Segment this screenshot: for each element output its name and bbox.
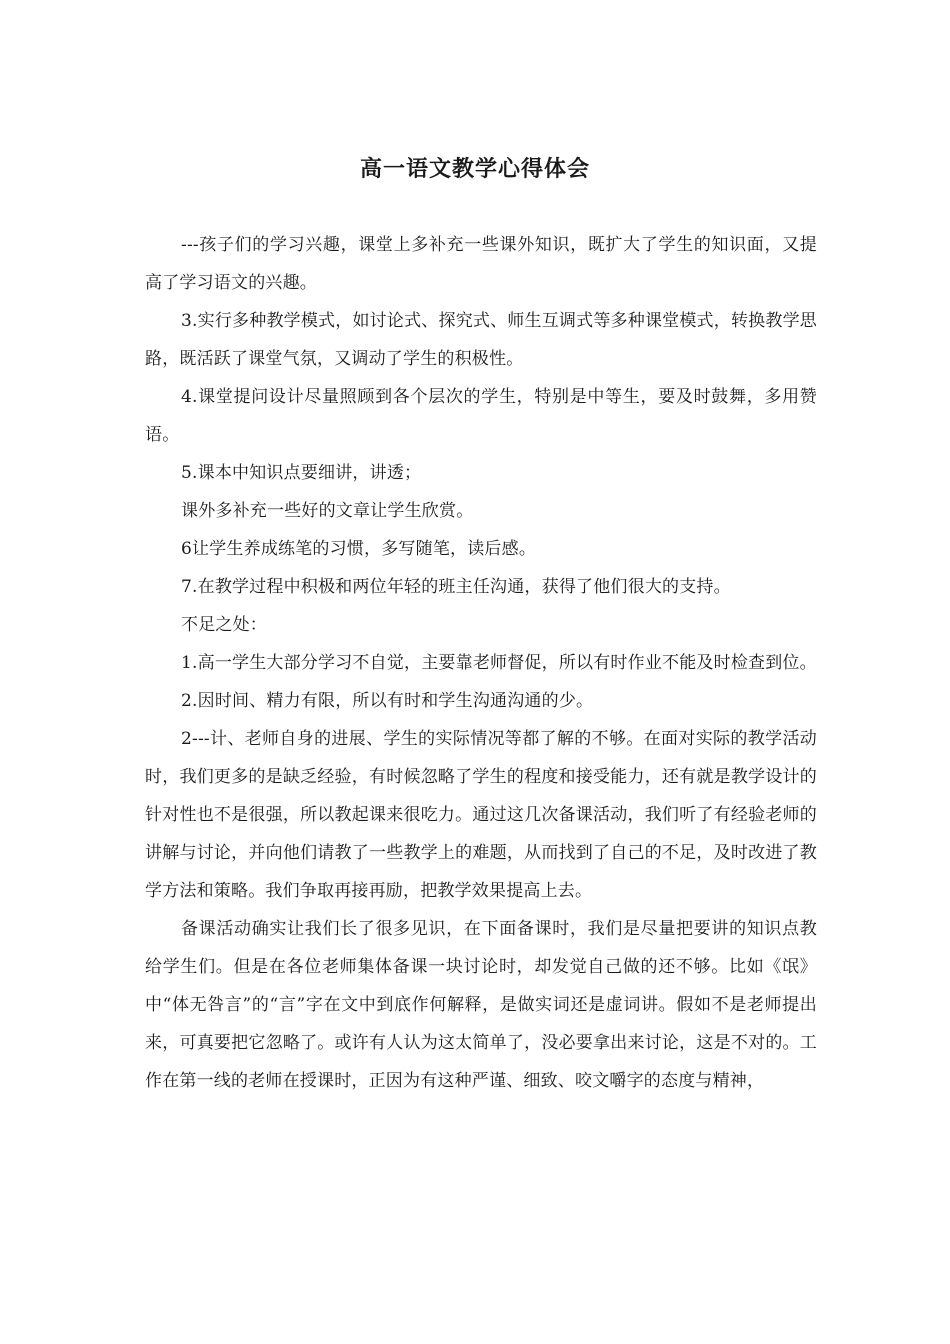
- paragraph-lesson-prep-activity: 备课活动确实让我们长了很多见识，在下面备课时，我们是尽量把要讲的知识点教给学生们。但是在各位老师集体备课一块讨论时，却发觉自己做的还不够。比如《氓》中“体无咎言”的“言”字在文中到底作何解释，是做实词还是虚词讲。假如不是老师提出来，可真要把它忽略了。或许有人认为这太简单了，没必要拿出来讨论，这是不对的。工作在第一线的老师在授课时，正因为有这种严谨、细致、咬文嚼字的态度与精神，: [145, 919, 817, 1091]
- paragraph-item-5: 5.课本中知识点要细讲，讲透；: [181, 463, 422, 483]
- paragraph-item-6: 6让学生养成练笔的习惯，多写随笔，读后感。: [181, 539, 537, 559]
- paragraph-item-7: 7.在教学过程中积极和两位年轻的班主任沟通，获得了他们很大的支持。: [181, 577, 731, 597]
- paragraph-item-4: 4.课堂提问设计尽量照顾到各个层次的学生，特别是中等生，要及时鼓舞，多用赞语。: [145, 387, 817, 445]
- paragraph-extra-reading: 课外多补充一些好的文章让学生欣赏。: [181, 501, 474, 521]
- paragraph-lesson-prep-reflection: 2---计、老师自身的进展、学生的实际情况等都了解的不够。在面对实际的教学活动时，我们更多的是缺乏经验，有时候忽略了学生的程度和接受能力，还有就是教学设计的针对性也不是很强，所以教起课来很吃力。通过这几次备课活动，我们听了有经验老师的讲解与讨论，并向他们请教了一些教学上的难题，从而找到了自己的不足，及时改进了教学方法和策略。我们争取再接再励，把教学效果提高上去。: [145, 729, 817, 901]
- document-title: 高一语文教学心得体会: [359, 156, 590, 182]
- paragraph-interest: ---孩子们的学习兴趣，课堂上多补充一些课外知识，既扩大了学生的知识面，又提高了学习语文的兴趣。: [145, 235, 817, 293]
- document-body: [145, 226, 817, 1100]
- paragraph-shortcoming-1: 1.高一学生大部分学习不自觉，主要靠老师督促，所以有时作业不能及时检查到位。: [181, 653, 817, 673]
- paragraph-shortcoming-2: 2.因时间、精力有限，所以有时和学生沟通沟通的少。: [181, 691, 594, 711]
- paragraph-item-3: 3.实行多种教学模式，如讨论式、探究式、师生互调式等多种课堂模式，转换教学思路，既活跃了课堂气氛，又调动了学生的积极性。: [145, 311, 817, 369]
- paragraph-shortcomings-heading: 不足之处：: [181, 615, 267, 635]
